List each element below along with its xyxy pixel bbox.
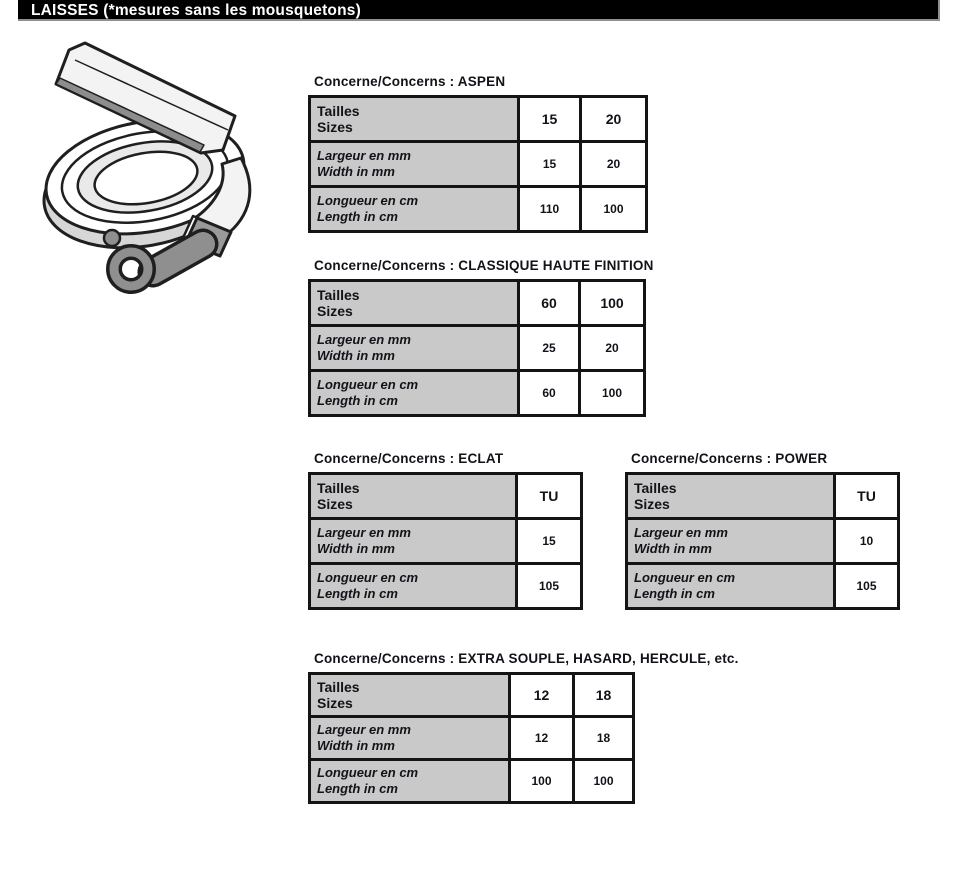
label-en: Sizes <box>317 695 353 711</box>
cell-value: 15 <box>519 142 581 187</box>
label-fr: Longueur en cm <box>317 193 419 208</box>
cell-value: 18 <box>574 674 634 717</box>
cell-value: TU <box>835 474 899 519</box>
spec-table-power <box>625 472 900 610</box>
cell-value: 60 <box>519 371 580 416</box>
label-fr: Largeur en mm <box>634 525 728 540</box>
table-block-power <box>625 451 900 610</box>
label-en: Width in mm <box>634 541 712 556</box>
row-label <box>310 142 519 187</box>
label-fr: Largeur en mm <box>317 525 411 540</box>
cell-value: 18 <box>574 717 634 760</box>
table-row-width <box>310 326 645 371</box>
table-row-width <box>310 717 634 760</box>
row-label <box>310 760 510 803</box>
label-en: Sizes <box>317 303 353 319</box>
cell-value: 12 <box>510 717 574 760</box>
label-en: Width in mm <box>317 348 395 363</box>
spec-table-eclat <box>308 472 583 610</box>
table-block-eclat <box>308 451 583 610</box>
label-fr: Tailles <box>634 480 677 496</box>
row-label <box>310 519 517 564</box>
cell-value: 60 <box>519 281 580 326</box>
cell-value: 20 <box>581 142 647 187</box>
cell-value: 105 <box>517 564 582 609</box>
cell-value: 25 <box>519 326 580 371</box>
table-caption: Concerne/Concerns : ASPEN <box>314 74 506 89</box>
table-row-sizes <box>627 474 899 519</box>
row-label <box>310 326 519 371</box>
table-row-sizes <box>310 474 582 519</box>
table-row-length <box>310 564 582 609</box>
table-block-classique <box>308 258 654 417</box>
cell-value: 20 <box>581 97 647 142</box>
label-fr: Longueur en cm <box>317 377 419 392</box>
table-row-length <box>310 760 634 803</box>
row-label <box>310 474 517 519</box>
label-en: Width in mm <box>317 164 395 179</box>
spec-table-aspen <box>308 95 648 233</box>
row-label <box>310 564 517 609</box>
cell-value: 20 <box>580 326 645 371</box>
table-row-width <box>310 519 582 564</box>
row-label <box>310 371 519 416</box>
row-label <box>310 97 519 142</box>
table-row-sizes <box>310 97 647 142</box>
label-fr: Longueur en cm <box>634 570 736 585</box>
spec-table-extra-souple <box>308 672 635 804</box>
label-en: Width in mm <box>317 738 395 753</box>
cell-value: 110 <box>519 187 581 232</box>
cell-value: 100 <box>580 371 645 416</box>
label-fr: Largeur en mm <box>317 148 411 163</box>
label-en: Length in cm <box>317 209 398 224</box>
row-label <box>310 717 510 760</box>
label-fr: Tailles <box>317 103 360 119</box>
label-en: Length in cm <box>317 586 398 601</box>
label-en: Length in cm <box>634 586 715 601</box>
label-fr: Longueur en cm <box>317 570 419 585</box>
cell-value: 100 <box>574 760 634 803</box>
label-fr: Tailles <box>317 287 360 303</box>
table-block-extra-souple <box>308 651 739 804</box>
table-block-aspen <box>308 74 648 233</box>
table-row-sizes <box>310 674 634 717</box>
cell-value: 100 <box>580 281 645 326</box>
label-fr: Largeur en mm <box>317 332 411 347</box>
label-fr: Largeur en mm <box>317 722 411 737</box>
cell-value: TU <box>517 474 582 519</box>
label-en: Sizes <box>634 496 670 512</box>
table-row-width <box>627 519 899 564</box>
table-caption: Concerne/Concerns : CLASSIQUE HAUTE FINITION <box>314 258 654 273</box>
table-row-length <box>310 187 647 232</box>
table-row-length <box>627 564 899 609</box>
cell-value: 100 <box>510 760 574 803</box>
label-en: Length in cm <box>317 781 398 796</box>
table-caption: Concerne/Concerns : ECLAT <box>314 451 504 466</box>
label-en: Sizes <box>317 496 353 512</box>
leash-snap-hook-illustration <box>25 40 275 310</box>
cell-value: 12 <box>510 674 574 717</box>
row-label <box>310 674 510 717</box>
row-label <box>627 474 835 519</box>
row-label <box>310 187 519 232</box>
spec-table-classique <box>308 279 646 417</box>
row-label <box>627 519 835 564</box>
table-caption: Concerne/Concerns : EXTRA SOUPLE, HASARD, HERCULE, etc. <box>314 651 739 666</box>
table-row-sizes <box>310 281 645 326</box>
cell-value: 15 <box>517 519 582 564</box>
section-title-bar: LAISSES (*mesures sans les mousquetons) <box>18 0 940 21</box>
cell-value: 15 <box>519 97 581 142</box>
row-label <box>310 281 519 326</box>
table-row-length <box>310 371 645 416</box>
label-en: Sizes <box>317 119 353 135</box>
table-caption: Concerne/Concerns : POWER <box>631 451 828 466</box>
label-en: Width in mm <box>317 541 395 556</box>
label-fr: Longueur en cm <box>317 765 419 780</box>
label-fr: Tailles <box>317 480 360 496</box>
cell-value: 100 <box>581 187 647 232</box>
label-en: Length in cm <box>317 393 398 408</box>
cell-value: 10 <box>835 519 899 564</box>
cell-value: 105 <box>835 564 899 609</box>
table-row-width <box>310 142 647 187</box>
row-label <box>627 564 835 609</box>
label-fr: Tailles <box>317 679 360 695</box>
